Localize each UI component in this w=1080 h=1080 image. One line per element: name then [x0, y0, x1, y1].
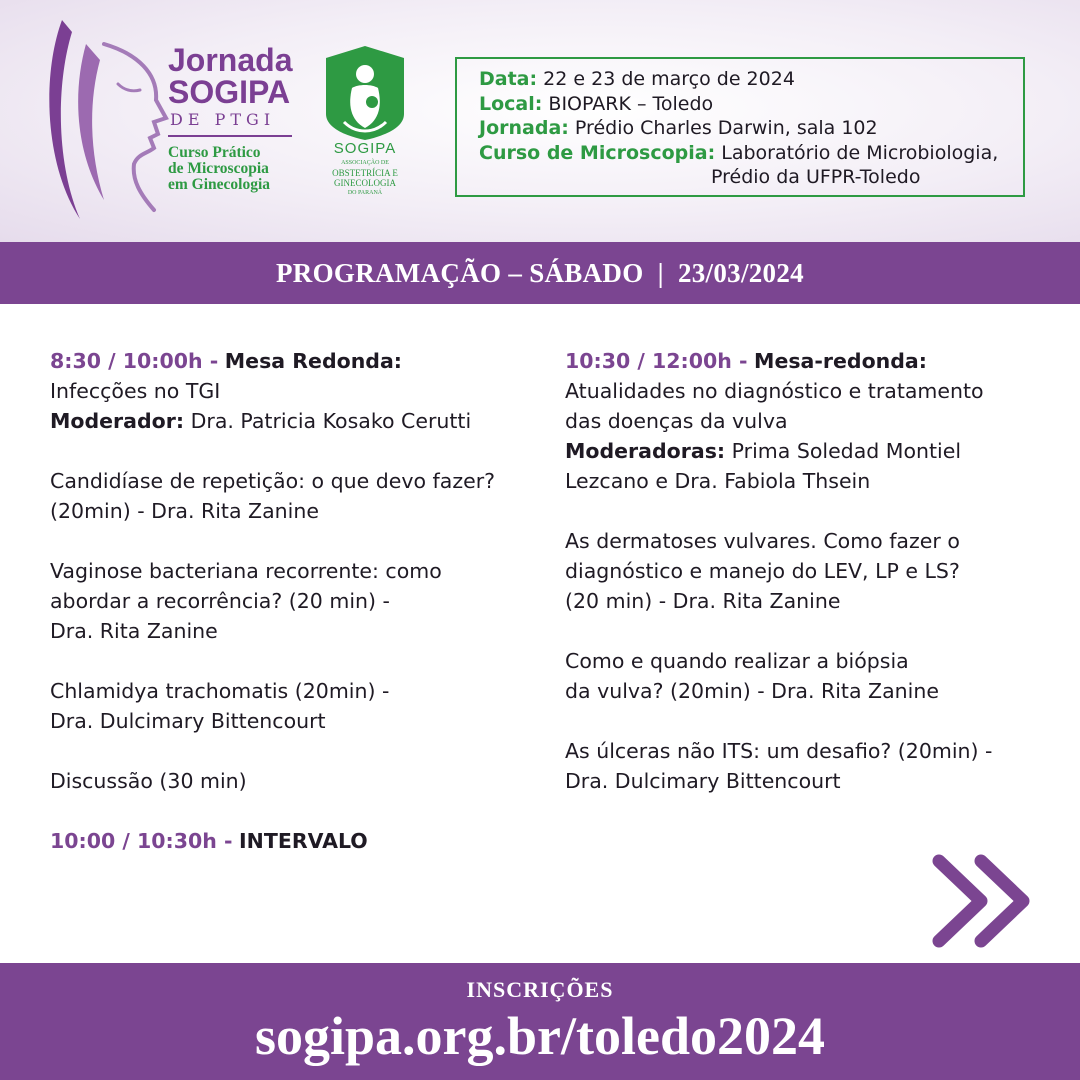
session-header: [50, 346, 540, 376]
session-time: 8:30 / 10:00h -: [50, 349, 219, 373]
session-title: INTERVALO: [239, 829, 368, 853]
sogipa-assoc-2: OBSTETRÍCIA E: [332, 168, 398, 178]
double-chevron-right-icon[interactable]: [925, 853, 1035, 949]
moderator-label: Moderadoras:: [565, 439, 726, 463]
sogipa-name: SOGIPA: [333, 140, 397, 157]
session-topic: Atualidades no diagnóstico e tratamento: [565, 379, 984, 403]
sogipa-assoc-4: DO PARANÁ: [347, 190, 383, 196]
course-line-3: em Ginecologia: [168, 176, 271, 193]
talk-line: Dra. Rita Zanine: [50, 619, 218, 643]
talk-candidiase: [50, 466, 540, 526]
moderator-name: Prima Soledad Montiel: [731, 439, 962, 463]
talk-vaginose: [50, 556, 540, 646]
session-moderator: [565, 436, 1035, 466]
talk-line: Como e quando realizar a biópsia: [565, 649, 909, 673]
program-title: PROGRAMAÇÃO – SÁBADO | 23/03/2024: [276, 258, 804, 288]
brand-line-1: Jornada: [168, 42, 293, 78]
talk-line: As úlceras não ITS: um desafio? (20min) -: [565, 739, 993, 763]
talk-chlamidya: [50, 676, 540, 736]
course-line-1: Curso Prático: [168, 144, 261, 161]
session-header: [50, 826, 540, 856]
talk-line: Chlamidya trachomatis (20min) -: [50, 679, 390, 703]
date-value: 22 e 23 de março de 2024: [543, 68, 795, 90]
session-time: 10:30 / 12:00h -: [565, 349, 748, 373]
local-label: Local:: [479, 92, 543, 115]
talk-dermatoses: [565, 526, 1035, 616]
session-time: 10:00 / 10:30h -: [50, 829, 233, 853]
talk-line: (20min) - Dra. Rita Zanine: [50, 499, 319, 523]
program-title-band: [0, 242, 1080, 304]
talk-discussao: [50, 766, 540, 796]
registration-url[interactable]: sogipa.org.br/toledo2024: [254, 1006, 825, 1066]
talk-ulceras: [565, 736, 1035, 796]
moderator-name-cont: Lezcano e Dra. Fabiola Thsein: [565, 469, 871, 493]
schedule-left-column: [50, 346, 540, 886]
event-brand: [168, 44, 298, 193]
talk-line: Dra. Dulcimary Bittencourt: [50, 709, 326, 733]
curso-value-1: Laboratório de Microbiologia,: [721, 141, 999, 164]
curso-label: Curso de Microscopia:: [479, 141, 716, 164]
info-jornada: [479, 116, 1023, 141]
jornada-label: Jornada:: [479, 117, 569, 139]
talk-biopsia: [565, 646, 1035, 706]
event-info-box: [455, 57, 1025, 197]
course-line-2: de Microscopia: [168, 160, 269, 177]
registration-label: INSCRIÇÕES: [466, 977, 614, 1002]
date-label: Data:: [479, 68, 538, 90]
schedule-right-column: [565, 346, 1035, 826]
sogipa-assoc-1: ASSOCIAÇÃO DE: [341, 160, 389, 166]
talk-line: Discussão (30 min): [50, 769, 247, 793]
header: [0, 0, 1080, 242]
moderator-name: Dra. Patricia Kosako Cerutti: [190, 409, 472, 433]
talk-line: As dermatoses vulvares. Como fazer o: [565, 529, 960, 553]
curso-value-2: Prédio da UFPR-Toledo: [711, 166, 921, 188]
registration-footer: [0, 963, 1080, 1080]
woman-profile-logo-icon: [42, 14, 172, 224]
talk-line: Dra. Dulcimary Bittencourt: [565, 769, 841, 793]
session-title: Mesa-redonda:: [754, 349, 927, 373]
info-curso: [479, 141, 1023, 166]
talk-line: Candidíase de repetição: o que devo fazer?: [50, 469, 496, 493]
session-topic: Infecções no TGI: [50, 379, 221, 403]
info-local: [479, 92, 1023, 117]
talk-line: abordar a recorrência? (20 min) -: [50, 589, 390, 613]
talk-line: Vaginose bacteriana recorrente: como: [50, 559, 442, 583]
session-roundtable-2: [565, 346, 1035, 496]
local-value: BIOPARK – Toledo: [548, 92, 714, 115]
sogipa-assoc-3: GINECOLOGIA: [334, 178, 396, 188]
session-roundtable-1: [50, 346, 540, 436]
sogipa-association: [312, 158, 418, 198]
moderator-label: Moderador:: [50, 409, 185, 433]
talk-line: diagnóstico e manejo do LEV, LP e LS?: [565, 559, 960, 583]
session-intervalo: [50, 826, 540, 856]
talk-line: da vulva? (20min) - Dra. Rita Zanine: [565, 679, 939, 703]
talk-line: (20 min) - Dra. Rita Zanine: [565, 589, 841, 613]
jornada-value: Prédio Charles Darwin, sala 102: [574, 117, 878, 139]
session-moderator: [50, 406, 540, 436]
info-date: [479, 67, 1023, 92]
brand-divider: [168, 135, 292, 137]
brand-line-2: SOGIPA: [168, 74, 291, 110]
brand-line-3: DE PTGI: [170, 110, 276, 129]
session-title: Mesa Redonda:: [224, 349, 403, 373]
session-header: [565, 346, 1035, 376]
session-topic: das doenças da vulva: [565, 409, 788, 433]
